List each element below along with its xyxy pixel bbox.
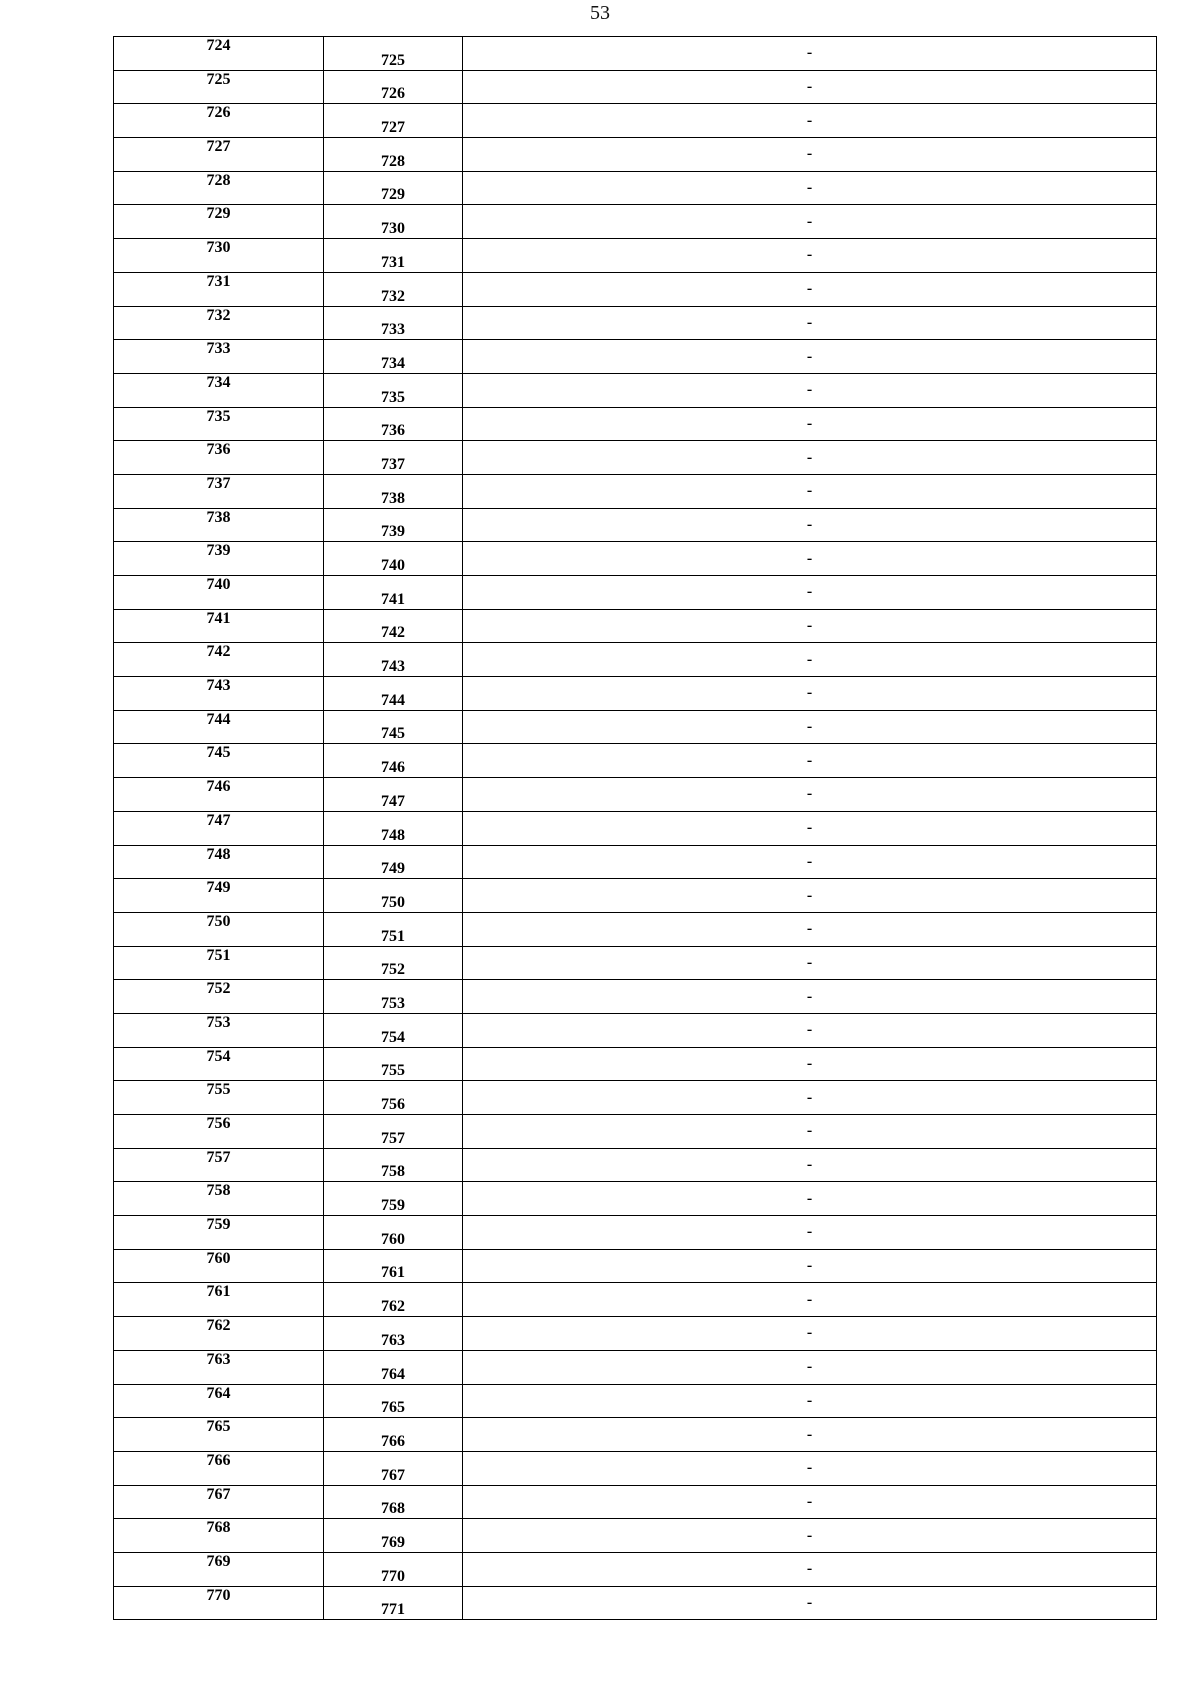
cell-second-column: 751 [324, 912, 463, 946]
table-row [114, 946, 1157, 980]
cell-first-column: 765 [114, 1418, 324, 1452]
cell-first-column: 731 [114, 272, 324, 306]
cell-first-column: 766 [114, 1451, 324, 1485]
cell-third-column: - [463, 138, 1157, 172]
table-row [114, 1148, 1157, 1182]
table-row [114, 37, 1157, 71]
cell-second-column: 759 [324, 1182, 463, 1216]
cell-second-column: 739 [324, 508, 463, 542]
cell-second-column: 734 [324, 340, 463, 374]
cell-second-column: 761 [324, 1249, 463, 1283]
cell-second-column: 763 [324, 1317, 463, 1351]
cell-third-column: - [463, 37, 1157, 71]
cell-third-column: - [463, 1182, 1157, 1216]
cell-second-column: 727 [324, 104, 463, 138]
cell-first-column: 746 [114, 778, 324, 812]
table-row [114, 1418, 1157, 1452]
cell-third-column: - [463, 1519, 1157, 1553]
table-row [114, 171, 1157, 205]
cell-third-column: - [463, 879, 1157, 913]
cell-second-column: 740 [324, 542, 463, 576]
cell-third-column: - [463, 508, 1157, 542]
cell-third-column: - [463, 441, 1157, 475]
table-row [114, 1384, 1157, 1418]
cell-first-column: 744 [114, 710, 324, 744]
cell-third-column: - [463, 643, 1157, 677]
cell-second-column: 758 [324, 1148, 463, 1182]
cell-third-column: - [463, 778, 1157, 812]
cell-first-column: 745 [114, 744, 324, 778]
cell-third-column: - [463, 205, 1157, 239]
cell-third-column: - [463, 239, 1157, 273]
cell-third-column: - [463, 306, 1157, 340]
table-row [114, 306, 1157, 340]
cell-third-column: - [463, 1485, 1157, 1519]
table-row [114, 744, 1157, 778]
cell-second-column: 766 [324, 1418, 463, 1452]
cell-third-column: - [463, 272, 1157, 306]
cell-third-column: - [463, 1418, 1157, 1452]
cell-third-column: - [463, 407, 1157, 441]
cell-second-column: 731 [324, 239, 463, 273]
cell-first-column: 768 [114, 1519, 324, 1553]
cell-second-column: 733 [324, 306, 463, 340]
cell-third-column: - [463, 744, 1157, 778]
table-row [114, 1216, 1157, 1250]
table-row [114, 912, 1157, 946]
cell-third-column: - [463, 1451, 1157, 1485]
cell-first-column: 760 [114, 1249, 324, 1283]
cell-third-column: - [463, 171, 1157, 205]
cell-third-column: - [463, 912, 1157, 946]
table-row [114, 845, 1157, 879]
table-body [114, 37, 1157, 1620]
table-row [114, 1586, 1157, 1620]
table-row [114, 1081, 1157, 1115]
cell-third-column: - [463, 1216, 1157, 1250]
cell-first-column: 747 [114, 811, 324, 845]
table-row [114, 677, 1157, 711]
cell-first-column: 734 [114, 373, 324, 407]
table-row [114, 1519, 1157, 1553]
table-row [114, 239, 1157, 273]
table-row [114, 879, 1157, 913]
cell-third-column: - [463, 576, 1157, 610]
cell-first-column: 754 [114, 1047, 324, 1081]
cell-first-column: 737 [114, 474, 324, 508]
cell-first-column: 767 [114, 1485, 324, 1519]
table-row [114, 1350, 1157, 1384]
cell-first-column: 748 [114, 845, 324, 879]
cell-second-column: 737 [324, 441, 463, 475]
cell-first-column: 756 [114, 1115, 324, 1149]
cell-first-column: 727 [114, 138, 324, 172]
table-row [114, 205, 1157, 239]
table-row [114, 1451, 1157, 1485]
cell-first-column: 753 [114, 1013, 324, 1047]
cell-third-column: - [463, 340, 1157, 374]
cell-third-column: - [463, 980, 1157, 1014]
table-row [114, 710, 1157, 744]
cell-first-column: 758 [114, 1182, 324, 1216]
table-row [114, 980, 1157, 1014]
cell-second-column: 756 [324, 1081, 463, 1115]
cell-second-column: 760 [324, 1216, 463, 1250]
table-row [114, 508, 1157, 542]
table-row [114, 576, 1157, 610]
cell-first-column: 749 [114, 879, 324, 913]
table-row [114, 138, 1157, 172]
cell-first-column: 736 [114, 441, 324, 475]
cell-first-column: 764 [114, 1384, 324, 1418]
cell-second-column: 742 [324, 609, 463, 643]
table-row [114, 778, 1157, 812]
cell-third-column: - [463, 609, 1157, 643]
cell-first-column: 759 [114, 1216, 324, 1250]
cell-third-column: - [463, 1249, 1157, 1283]
cell-second-column: 764 [324, 1350, 463, 1384]
cell-third-column: - [463, 1283, 1157, 1317]
cell-second-column: 765 [324, 1384, 463, 1418]
table-row [114, 1317, 1157, 1351]
cell-second-column: 729 [324, 171, 463, 205]
cell-second-column: 754 [324, 1013, 463, 1047]
cell-second-column: 752 [324, 946, 463, 980]
cell-first-column: 769 [114, 1552, 324, 1586]
table-row [114, 407, 1157, 441]
cell-second-column: 745 [324, 710, 463, 744]
table-row [114, 643, 1157, 677]
cell-first-column: 752 [114, 980, 324, 1014]
cell-first-column: 763 [114, 1350, 324, 1384]
cell-third-column: - [463, 1081, 1157, 1115]
cell-second-column: 771 [324, 1586, 463, 1620]
cell-second-column: 735 [324, 373, 463, 407]
cell-first-column: 755 [114, 1081, 324, 1115]
table-row [114, 104, 1157, 138]
cell-second-column: 757 [324, 1115, 463, 1149]
cell-third-column: - [463, 710, 1157, 744]
cell-second-column: 747 [324, 778, 463, 812]
cell-second-column: 730 [324, 205, 463, 239]
cell-second-column: 741 [324, 576, 463, 610]
cell-first-column: 733 [114, 340, 324, 374]
cell-first-column: 743 [114, 677, 324, 711]
table-row [114, 609, 1157, 643]
table-row [114, 1283, 1157, 1317]
cell-first-column: 739 [114, 542, 324, 576]
cell-second-column: 726 [324, 70, 463, 104]
cell-first-column: 726 [114, 104, 324, 138]
cell-second-column: 768 [324, 1485, 463, 1519]
cell-third-column: - [463, 1384, 1157, 1418]
table-row [114, 1047, 1157, 1081]
cell-second-column: 736 [324, 407, 463, 441]
cell-first-column: 725 [114, 70, 324, 104]
cell-second-column: 762 [324, 1283, 463, 1317]
cell-third-column: - [463, 104, 1157, 138]
table-row [114, 1182, 1157, 1216]
cell-first-column: 742 [114, 643, 324, 677]
cell-second-column: 770 [324, 1552, 463, 1586]
cell-second-column: 744 [324, 677, 463, 711]
cell-first-column: 728 [114, 171, 324, 205]
table-row [114, 1013, 1157, 1047]
cell-first-column: 757 [114, 1148, 324, 1182]
cell-first-column: 761 [114, 1283, 324, 1317]
cell-third-column: - [463, 1013, 1157, 1047]
cell-third-column: - [463, 1552, 1157, 1586]
cell-first-column: 732 [114, 306, 324, 340]
table-row [114, 373, 1157, 407]
cell-second-column: 725 [324, 37, 463, 71]
cell-second-column: 748 [324, 811, 463, 845]
cell-third-column: - [463, 1115, 1157, 1149]
cell-third-column: - [463, 1047, 1157, 1081]
cell-first-column: 729 [114, 205, 324, 239]
table-row [114, 1552, 1157, 1586]
cell-second-column: 743 [324, 643, 463, 677]
table-row [114, 542, 1157, 576]
cell-third-column: - [463, 845, 1157, 879]
cell-first-column: 735 [114, 407, 324, 441]
cell-second-column: 738 [324, 474, 463, 508]
cell-first-column: 738 [114, 508, 324, 542]
cell-third-column: - [463, 70, 1157, 104]
cell-second-column: 749 [324, 845, 463, 879]
cell-first-column: 770 [114, 1586, 324, 1620]
cell-third-column: - [463, 373, 1157, 407]
table-row [114, 1115, 1157, 1149]
cell-first-column: 730 [114, 239, 324, 273]
cell-first-column: 750 [114, 912, 324, 946]
table-row [114, 1249, 1157, 1283]
cell-first-column: 741 [114, 609, 324, 643]
cell-third-column: - [463, 542, 1157, 576]
cell-second-column: 728 [324, 138, 463, 172]
table-row [114, 441, 1157, 475]
cell-first-column: 762 [114, 1317, 324, 1351]
cell-third-column: - [463, 474, 1157, 508]
cell-second-column: 732 [324, 272, 463, 306]
cell-third-column: - [463, 946, 1157, 980]
cell-second-column: 753 [324, 980, 463, 1014]
page-number: 53 [590, 2, 610, 24]
cell-third-column: - [463, 1317, 1157, 1351]
table-row [114, 70, 1157, 104]
cell-second-column: 767 [324, 1451, 463, 1485]
cell-third-column: - [463, 811, 1157, 845]
cell-first-column: 740 [114, 576, 324, 610]
cell-second-column: 755 [324, 1047, 463, 1081]
table-row [114, 272, 1157, 306]
cell-third-column: - [463, 1148, 1157, 1182]
cell-third-column: - [463, 1350, 1157, 1384]
cell-second-column: 750 [324, 879, 463, 913]
cell-third-column: - [463, 1586, 1157, 1620]
cell-first-column: 751 [114, 946, 324, 980]
table-row [114, 340, 1157, 374]
data-table [113, 36, 1157, 1620]
table-row [114, 1485, 1157, 1519]
table-row [114, 474, 1157, 508]
cell-third-column: - [463, 677, 1157, 711]
cell-second-column: 746 [324, 744, 463, 778]
table-row [114, 811, 1157, 845]
cell-first-column: 724 [114, 37, 324, 71]
cell-second-column: 769 [324, 1519, 463, 1553]
